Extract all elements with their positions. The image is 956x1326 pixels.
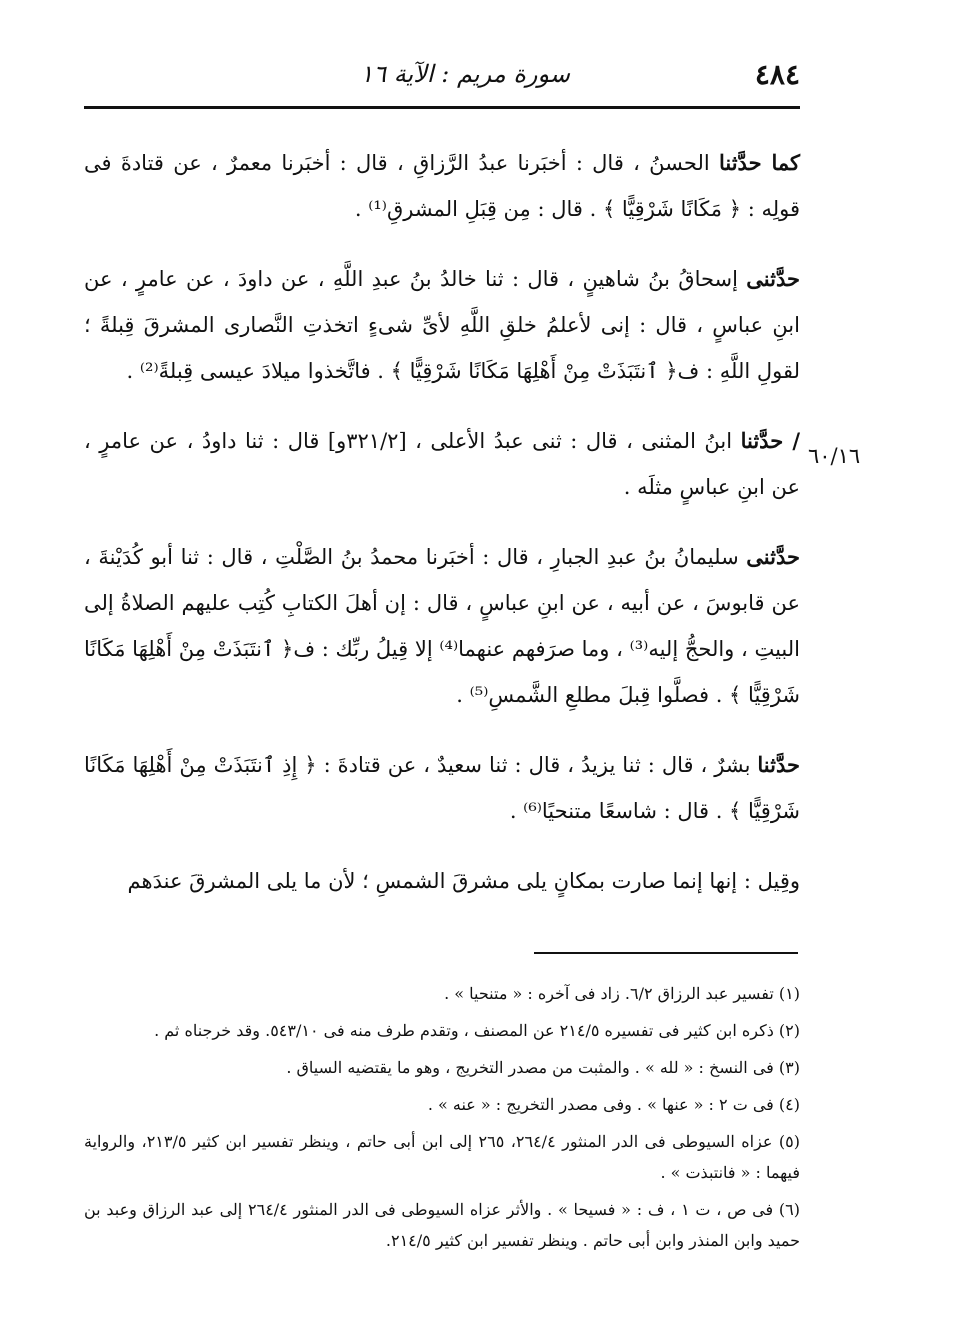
- footnote: (٦) فى ص ، ت ١ ، ف : « فسيحا » . والأثر عزاه السيوطى فى الدر المنثور ٢٦٤/٤ إلى عبد الرزاق وعبد بن حميد وابن المنذر وابن أبى حاتم . وينظر تفسير ابن كثير ٢١٤/٥.: [84, 1200, 800, 1250]
- page-header: [84, 52, 800, 104]
- paragraph-lead: حدَّثنا: [757, 752, 800, 777]
- margin-reference: ٦٠/١٦: [808, 444, 861, 468]
- paragraph-lead: / حدَّثنا: [740, 428, 800, 453]
- paragraph-text: بشرٌ ، قال : ثنا يزيدُ ، قال : ثنا سعيدٌ ، عن قتادةَ : ﴿ إِذِ ٱنتَبَذَتْ مِنْ أَهْلِهَا مَكَانًا شَرْقِيًّا ﴾ . قال : شاسعًا متنحيًا⁽⁶⁾ .: [84, 753, 800, 823]
- footnote-divider: [534, 952, 798, 954]
- paragraph-lead: حدَّثنى: [746, 266, 800, 291]
- running-title: سورة مريم : الآية ١٦: [360, 60, 570, 88]
- main-text: [84, 140, 800, 928]
- paragraph: [84, 140, 800, 232]
- header-divider: [84, 106, 800, 109]
- page-number: ٤٨٤: [754, 58, 800, 91]
- paragraph: [84, 534, 800, 718]
- paragraph-text: ابنُ المثنى ، قال : ثنى عبدُ الأعلى ، [٣٢١/٢و] قال : ثنا داودُ ، عن عامرٍ ، عن ابنِ عباسٍ مثلَه .: [84, 429, 800, 499]
- paragraph-lead: حدَّثنى: [746, 544, 800, 569]
- paragraph-text: إسحاقُ بنُ شاهينٍ ، قال : ثنا خالدُ بنُ عبدِ اللَّهِ ، عن داودَ ، عن عامرٍ ، عن ابنِ عباسٍ ، قال : إنى لأعلمُ خلقِ اللَّهِ لأىِّ شىءٍ اتخذتِ النَّصارى المشرقَ قِبلةً ؛ لقولِ اللَّهِ : ف﴿ ٱنتَبَذَتْ مِنْ أَهْلِهَا مَكَانًا شَرْقِيًّا ﴾ . فاتَّخذوا ميلادَ عيسى قِبلةً⁽²⁾ .: [84, 267, 800, 383]
- paragraph-lead: كما حدَّثنا: [718, 150, 800, 175]
- footnote: (٢) ذكره ابن كثير فى تفسيره ٢١٤/٥ عن المصنف ، وتقدم طرف منه فى ٥٤٣/١٠. وقد خرجناه ثم .: [154, 1021, 800, 1040]
- footnote: (٣) فى النسخ : « لله » . والمثبت من مصدر التخريج ، وهو ما يقتضيه السياق .: [286, 1058, 800, 1077]
- paragraph-text: سليمانُ بنُ عبدِ الجبارِ ، قال : أخبَرنا محمدُ بنُ الصَّلْتِ ، قال : ثنا أبو كُدَيْنةَ ، عن قابوسَ ، عن أبيه ، عن ابنِ عباسٍ ، قال : إن أهلَ الكتابِ كُتِب عليهم الصلاةُ إلى البيتِ ، والحجُّ إليه⁽³⁾ ، وما صرَفهم عنهما⁽⁴⁾ إلا قِيلُ ربِّك : ف﴿ ٱنتَبَذَتْ مِنْ أَهْلِهَا مَكَانًا شَرْقِيًّا ﴾ . فصلَّوا قِبلَ مطلعِ الشَّمسِ⁽⁵⁾ .: [84, 545, 800, 707]
- paragraph: [84, 742, 800, 834]
- paragraph: [84, 256, 800, 394]
- paragraph: [84, 858, 800, 904]
- paragraph: [84, 418, 800, 510]
- footnote: (٤) فى ت ٢ : « عنها » . وفى مصدر التخريج : « عنه » .: [427, 1095, 800, 1114]
- footnote: (٥) عزاه السيوطى فى الدر المنثور ٢٦٤/٤، ٢٦٥ إلى ابن أبى حاتم ، وينظر تفسير ابن كثير ٢١٣/٥، والرواية فيهما : « فانتبذت » .: [84, 1132, 801, 1182]
- paragraph-text: وقِيل : إنها إنما صارت بمكانٍ يلى مشرقَ الشمسِ ؛ لأن ما يلى المشرقَ عندَهم: [127, 869, 800, 893]
- footnotes: [84, 978, 800, 1262]
- paragraph-text: الحسنُ ، قال : أخبَرنا عبدُ الرَّزاقِ ، قال : أخبَرنا معمرٌ ، عن قتادةَ فى قولِه : ﴿ مَكَانًا شَرْقِيًّا ﴾ . قال : مِن قِبَلِ المشرقِ⁽¹⁾ .: [84, 151, 800, 221]
- footnote: (١) تفسير عبد الرزاق ٦/٢. زاد فى آخره : « متنحيا » .: [444, 984, 800, 1003]
